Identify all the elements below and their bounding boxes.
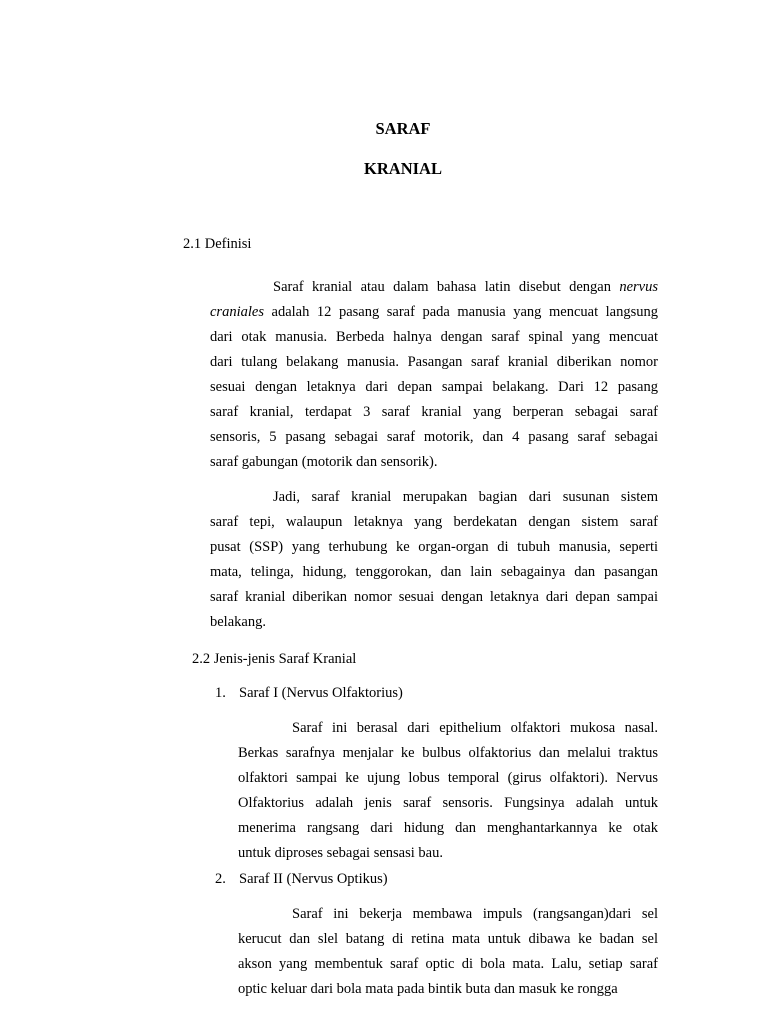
text-line: saraf gabungan (motorik dan sensorik). (210, 454, 438, 470)
text-line (210, 275, 658, 300)
text-line (238, 716, 658, 741)
text-line: saraf kranial, terdapat 3 saraf kranial yang berperan sebagai saraf (210, 404, 658, 420)
paragraph-definisi-2 (210, 485, 658, 635)
text-line (238, 902, 658, 927)
text-line: saraf kranial diberikan nomor sesuai dengan letaknya dari depan sampai (210, 589, 658, 605)
text-line: Berkas sarafnya menjalar ke bulbus olfaktorius dan melalui traktus (238, 745, 658, 761)
text-line: mata, telinga, hidung, tenggorokan, dan lain sebagainya dan pasangan (210, 564, 658, 580)
list-item-2-title (215, 871, 388, 888)
text-line: dari tulang belakang manusia. Pasangan saraf kranial diberikan nomor (210, 354, 658, 370)
text-segment: Jadi, saraf kranial merupakan bagian dari susunan sistem (273, 489, 658, 505)
text-line: pusat (SSP) yang terhubung ke organ-organ di tubuh manusia, seperti (210, 539, 658, 555)
text-line: akson yang membentuk saraf optic di bola mata. Lalu, setiap saraf (238, 956, 658, 972)
text-line: menerima rangsang dari hidung dan menghantarkannya ke otak (238, 820, 658, 836)
list-number: 2. (215, 871, 226, 887)
text-line (210, 485, 658, 510)
text-segment: Saraf kranial atau dalam bahasa latin disebut dengan (273, 279, 620, 295)
text-segment: Saraf ini berasal dari epithelium olfaktori mukosa nasal. (292, 720, 658, 736)
paragraph-saraf-2 (238, 902, 658, 1002)
text-line: dari otak manusia. Berbeda halnya dengan saraf spinal yang mencuat (210, 329, 658, 345)
text-line: Olfaktorius adalah jenis saraf sensoris. Fungsinya adalah untuk (238, 795, 658, 811)
list-item-title: Saraf II (Nervus Optikus) (239, 871, 388, 887)
paragraph-saraf-1 (238, 716, 658, 866)
list-number: 1. (215, 685, 226, 701)
text-line: sensoris, 5 pasang sebagai saraf motorik, dan 4 pasang saraf sebagai (210, 429, 658, 445)
section-heading-definisi: 2.1 Definisi (183, 236, 252, 252)
title-line-2: KRANIAL (364, 159, 442, 178)
title-line-1: SARAF (375, 119, 431, 138)
paragraph-definisi-1 (210, 275, 658, 475)
text-line: kerucut dan slel batang di retina mata untuk dibawa ke badan sel (238, 931, 658, 947)
section-heading-jenis: 2.2 Jenis-jenis Saraf Kranial (192, 651, 357, 667)
text-line: belakang. (210, 614, 266, 630)
italic-term: nervus (619, 279, 658, 295)
text-segment: adalah 12 pasang saraf pada manusia yang mencuat langsung (263, 304, 658, 320)
text-line: olfaktori sampai ke ujung lobus temporal (girus olfaktori). Nervus (238, 770, 658, 786)
text-line: saraf tepi, walaupun letaknya yang berdekatan dengan sistem saraf (210, 514, 658, 530)
list-item-1-title (215, 685, 403, 702)
text-line: untuk diproses sebagai sensasi bau. (238, 845, 443, 861)
italic-term: craniales (210, 304, 264, 320)
list-item-title: Saraf I (Nervus Olfaktorius) (239, 685, 403, 701)
text-line: sesuai dengan letaknya dari depan sampai belakang. Dari 12 pasang (210, 379, 658, 395)
text-line (210, 300, 658, 325)
text-segment: Saraf ini bekerja membawa impuls (rangsangan)dari sel (292, 906, 658, 922)
text-line: optic keluar dari bola mata pada bintik buta dan masuk ke rongga (238, 981, 618, 997)
